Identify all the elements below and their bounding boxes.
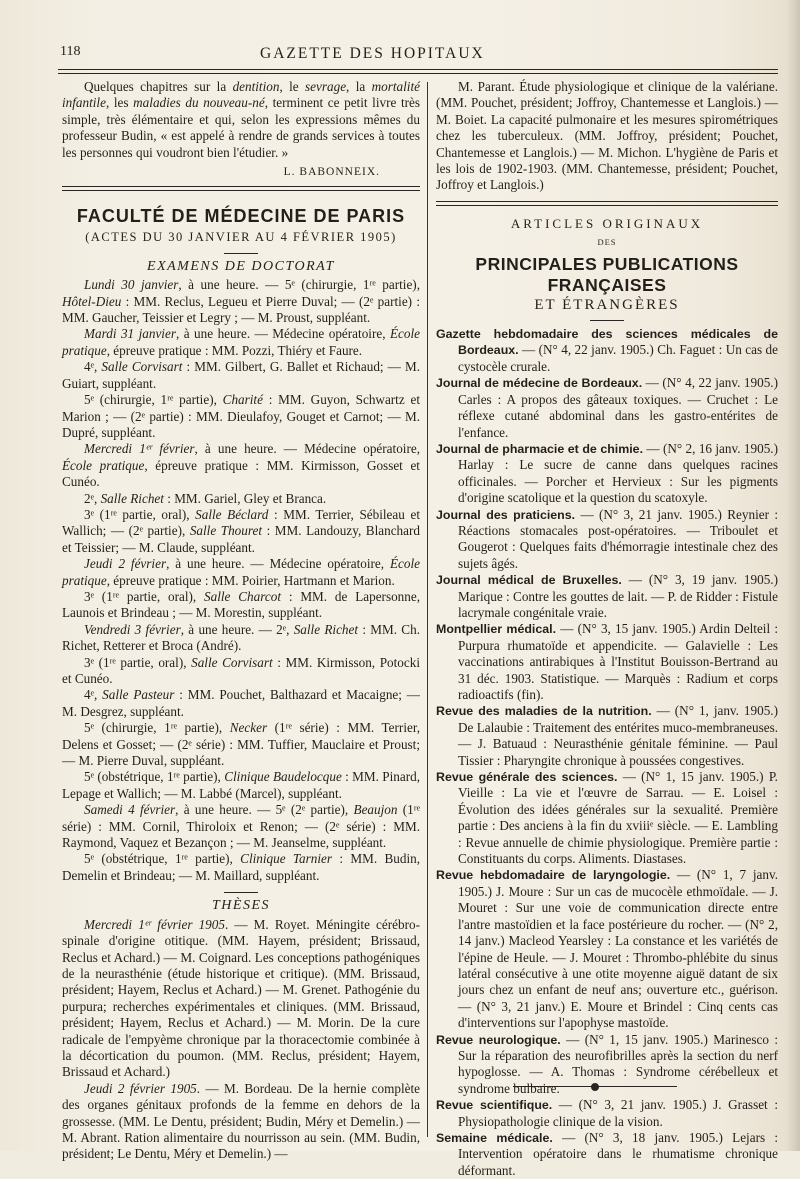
theses-title: THÈSES xyxy=(212,898,270,914)
text-run: 3ᵉ (1ʳᵉ partie, oral), xyxy=(84,654,192,670)
journal-name: Revue des maladies de la nutrition. xyxy=(436,704,652,719)
exam-entry xyxy=(62,556,420,589)
text-run: (1ʳᵉ série) : MM. Terrier, Delens et Gosset; — (2ᵉ série) : MM. Tuffier, Mauclaire et Proust; — M. Pierre Duval, suppléant. xyxy=(62,720,420,769)
text-run: 5ᵉ (chirurgie, 1ʳᵉ partie), xyxy=(84,720,230,736)
italic-text: Salle Richet xyxy=(293,621,359,637)
text-run: : MM. Budin, Demelin et Brindeau; — M. Maillard, suppléant. xyxy=(62,851,421,883)
exam-entry xyxy=(62,802,420,851)
italic-text: École pratique xyxy=(62,457,145,473)
end-ornament xyxy=(513,1082,677,1092)
text-run: : MM. Gilbert, G. Ballet et Richaud; — M. Guiart, suppléant. xyxy=(62,359,420,391)
italic-text: Vendredi 3 février xyxy=(84,621,181,637)
text-run: 4ᵉ, xyxy=(84,687,103,703)
section-double-rule xyxy=(436,201,778,206)
text-run: 5ᵉ (obstétrique, 1ʳᵉ partie), xyxy=(84,851,241,867)
journal-name: Journal de médecine de Bordeaux. xyxy=(436,376,643,391)
italic-text: Salle Béclard xyxy=(195,506,269,522)
journal-contents: — (N° 1, 15 janv. 1905.) Marinesco : Sur la réparation des neurofibrilles après la section du nerf hypoglosse. — A. Thomas : Syndrome cérébelleux et syndrome bulbaire. xyxy=(458,1031,778,1096)
examens-title: EXAMENS DE DOCTORAT xyxy=(147,258,335,274)
italic-text: Mercredi 1ᵉʳ février xyxy=(84,441,195,457)
journal-entry xyxy=(436,703,778,769)
articles-des: DES xyxy=(597,237,617,248)
book-review-text xyxy=(62,79,420,161)
journal-name: Journal de pharmacie et de chimie. xyxy=(436,441,644,456)
text-run: : MM. Landouzy, Blanchard et Teissier; — M. Claude, suppléant. xyxy=(62,523,420,555)
text-run: 3ᵉ (1ʳᵉ partie, oral), xyxy=(84,506,196,522)
text-run: , la xyxy=(346,79,372,94)
short-rule xyxy=(590,320,624,321)
text-run: . — M. Royet. Méningite cérébro-spinale d'origine otitique. (MM. Hayem, président; Brissaud, Reclus et Achard.) — M. Coignard. Les conceptions pathogéniques de la neurasthénie (étude historique et critique). (MM. Brissaud, président; Hayem, Reclus et Achard.) — M. Grenet. Pathogénie du purpura; recherches expérimentales et cliniques. (MM. Brissaud, président; Hayem, Reclus et Achard.) — M. Morin. De la cure radicale de l'empyème chronique par la thoracectomie combinée à la décortication du poumon. (MM. Reclus, président; Hayem, Brissaud et Achard.) xyxy=(62,916,420,1080)
journal-contents: — (N° 1, 15 janv. 1905.) P. Vieille : La vie et l'œuvre de Sarrau. — E. Loisel : Évolution des idées générales sur la sexualité. Première partie : Des anciens à la fin du xviiiᵉ siècle. — E. Lambling : Revue annuelle de chimie physiologique. Première partie : Constituants du corps. Aliments. Diastases. xyxy=(458,769,778,867)
journal-name: Revue scientifique. xyxy=(436,1098,553,1113)
italic-text: sevrage xyxy=(305,79,347,94)
text-run: , à une heure. — Médecine opératoire, xyxy=(166,556,390,572)
journal-entry xyxy=(436,441,778,507)
text-run: 5ᵉ (obstétrique, 1ʳᵉ partie), xyxy=(84,769,225,785)
exam-entry xyxy=(62,769,420,802)
journal-entry xyxy=(436,621,778,703)
text-run: . — M. Bordeau. De la hernie complète des organes génitaux profonds de la femme en dehors de la grossesse. (MM. Le Dentu, président; Budin, Méry et Demelin.) — M. Abrant. Ration alimentaire du nourrisson au sein. (MM. Budin, président; Le Dentu, Méry et Demelin.) — xyxy=(62,1080,420,1162)
these-entry xyxy=(62,1081,420,1163)
exam-entry xyxy=(62,720,420,769)
italic-text: École pratique xyxy=(62,556,420,588)
journal-name: Revue neurologique. xyxy=(436,1032,561,1047)
journal-contents: — (N° 3, 19 janv. 1905.) Marique : Contre les gouttes de lait. — P. de Ridder : Fistule lacrymale congénitale vraie. xyxy=(458,572,778,620)
journal-name: Journal des praticiens. xyxy=(436,507,576,522)
short-rule xyxy=(224,253,258,254)
page-number: 118 xyxy=(60,44,81,59)
italic-text: Salle Richet xyxy=(100,490,164,506)
journal-entry xyxy=(436,867,778,1031)
journal-entry xyxy=(436,1130,778,1179)
theses-continuation: M. Parant. Étude physiologique et clinique de la valériane. (MM. Pouchet, président; Joffroy, Chantemesse et Langlois.) — M. Boiet. La capacité pulmonaire et les mesures spirométriques chez les tuberculeux. (MM. Joffroy, président; Pouchet, Chantemesse et Langlois.) — M. Michon. L'hygiène de Paris et les lois de 1902-1903. (MM. Chantemesse, président; Pouchet, Joffroy et Langlois.) xyxy=(436,79,778,193)
italic-text: Mercredi 1ᵉʳ février 1905 xyxy=(84,916,225,932)
journal-entry xyxy=(436,1097,778,1130)
exam-entry xyxy=(62,507,420,556)
exam-entry xyxy=(62,589,420,622)
italic-text: Salle Corvisart xyxy=(101,359,183,375)
italic-text: Lundi 30 janvier xyxy=(84,277,179,293)
text-run: , à une heure. — 2ᵉ, xyxy=(180,621,294,637)
text-run: : MM. Gariel, Gley et Branca. xyxy=(163,490,327,506)
journal-name: Gazette hebdomadaire des sciences médicales de Bordeaux. xyxy=(436,327,778,358)
italic-text: Jeudi 2 février xyxy=(84,556,167,572)
italic-text: Salle Pasteur xyxy=(102,687,175,703)
italic-text: Jeudi 2 février 1905 xyxy=(84,1080,197,1096)
articles-main-title: PRINCIPALES PUBLICATIONS FRANÇAISES xyxy=(475,253,739,295)
italic-text: Hôtel-Dieu xyxy=(62,293,122,309)
italic-text: Charité xyxy=(222,392,263,408)
short-rule xyxy=(224,892,258,893)
exam-entry xyxy=(62,655,420,688)
exam-entry xyxy=(62,851,420,884)
articles-title: ARTICLES ORIGINAUX xyxy=(510,215,704,231)
text-run: : MM. Kirmisson, Potocki et Cunéo. xyxy=(62,654,420,686)
exam-entry xyxy=(62,359,420,392)
text-run: , terminent ce petit livre très simple, très élémentaire et qui, selon les expressions mêmes du professeur Budin, « est appelé à rendre de grands services à toutes les personnes qui voudront bien l'étudier. » xyxy=(62,95,420,160)
text-run: Quelques chapitres sur la xyxy=(84,79,233,94)
italic-text: Necker xyxy=(229,720,268,736)
text-run: 4ᵉ, xyxy=(84,359,102,375)
italic-text: Clinique Baudelocque xyxy=(224,769,342,785)
exam-entry xyxy=(62,622,420,655)
text-run: : MM. Pinard, Lepage et Wallich; — M. Labbé (Marcel), suppléant. xyxy=(62,769,421,801)
journal-entry xyxy=(436,375,778,441)
right-column xyxy=(436,79,778,1179)
journal-contents: — (N° 2, 16 janv. 1905.) Harlay : Le sucre de canne dans quelques racines officinales. — Porcher et Hervieux : Sur les pigments d'origine scatolique et la question du scatoxyle. xyxy=(458,440,778,506)
articles-main-title-2: ET ÉTRANGÈRES xyxy=(534,296,680,313)
text-run: , épreuve pratique : MM. Kirmisson, Gosset et Cunéo. xyxy=(62,457,420,490)
italic-text: Mardi 31 janvier xyxy=(84,326,176,342)
journal-contents: — (N° 1, janv. 1905.) De Lalaubie : Traitement des entérites muco-membraneuses. — J. Batuaud : Neurasthénie génitale féminine. — Paul Tissier : Pharyngite chronique à poussées congestives. xyxy=(458,703,778,768)
journal-name: Montpellier médical. xyxy=(436,622,557,637)
text-run: : MM. Ch. Richet, Retterer et Broca (André). xyxy=(62,621,420,654)
journal-entry xyxy=(436,769,778,867)
italic-text: dentition xyxy=(232,79,280,94)
review-paragraph xyxy=(62,79,420,161)
journal-contents: — (N° 1, 7 janv. 1905.) J. Moure : Sur un cas de mucocèle ethmoïdale. — J. Mouret : Sur une voie de communication directe entre l'antre mastoïdien et la face postérieure du rocher. — (N° 2, 14 janv.) Macleod Yearsley : La constance et les variétés de l'épine de Heule. — J. Mouret : Thrombo-phlébite du sinus latéral consécutive à une otite moyenne aiguë datant de six jours chez un enfant de neuf ans; ouverture etc., guérison. — (N° 3, 21 janv.) E. Moure et Brindel : Cinq cents cas d'interventions sur l'apophyse mastoïde. xyxy=(458,867,778,1031)
exam-entry xyxy=(62,491,420,507)
italic-text: Salle Charcot xyxy=(204,588,281,604)
journal-entry xyxy=(436,572,778,621)
italic-text: mortalité infantile xyxy=(62,79,420,111)
exam-entry xyxy=(62,441,420,490)
italic-text: Salle Corvisart xyxy=(191,654,273,670)
text-run: , à une heure. — 5ᵉ (2ᵉ partie), xyxy=(175,802,354,818)
faculte-title: FACULTÉ DE MÉDECINE DE PARIS xyxy=(76,206,406,227)
italic-text: Clinique Tarnier xyxy=(240,851,333,867)
text-run: , le xyxy=(279,79,306,94)
journal-contents: — (N° 4, 22 janv. 1905.) Ch. Faguet : Un cas de cystocèle crurale. xyxy=(458,342,778,374)
text-run: 2ᵉ, xyxy=(84,490,101,506)
italic-text: maladies du nouveau-né xyxy=(133,95,265,111)
review-signature: L. BABONNEIX. xyxy=(283,166,380,179)
journal-contents: — (N° 3, 15 janv. 1905.) Ardin Delteil : Purpura rhumatoïde et appendicite. — Galavielle : Les vaccinations antirabiques à l'Institut Bouisson-Bertrand au 31 déc. 1903. Statistique. — Marquès : Radium et corps radioactifs (fin). xyxy=(458,621,778,702)
text-run: 5ᵉ (chirurgie, 1ʳᵉ partie), xyxy=(84,392,223,408)
section-double-rule xyxy=(62,186,420,191)
theses-list xyxy=(62,917,420,1163)
italic-text: Salle Thouret xyxy=(189,523,263,539)
exam-entry xyxy=(62,687,420,720)
page-edge-shadow xyxy=(786,0,800,1151)
faculte-subtitle: (ACTES DU 30 JANVIER AU 4 FÉVRIER 1905) xyxy=(85,230,397,245)
text-run: 3ᵉ (1ʳᵉ partie, oral), xyxy=(84,588,205,604)
text-run: : MM. Guyon, Schwartz et Marion ; — (2ᵉ partie) : MM. Dieulafoy, Gouget et Carnot; — M. Dupré, suppléant. xyxy=(62,392,420,440)
left-column xyxy=(62,79,420,1163)
text-run: : MM. de Lapersonne, Launois et Brindeau ; — M. Morestin, suppléant. xyxy=(62,588,421,621)
text-run: , à une heure. — 5ᵉ (chirurgie, 1ʳᵉ partie), xyxy=(178,277,420,293)
italic-text: Beaujon xyxy=(353,802,398,818)
italic-text: École pratique xyxy=(62,326,420,358)
text-run: , à une heure. — Médecine opératoire, xyxy=(175,326,390,342)
these-entry xyxy=(62,917,420,1081)
text-run: , les xyxy=(105,95,134,111)
exam-entry xyxy=(62,277,420,326)
text-run: : MM. Reclus, Legueu et Pierre Duval; — (2ᵉ partie) : MM. Gaucher, Teissier et Legry ; — M. Proust, suppléant. xyxy=(62,293,420,326)
journal-name: Journal médical de Bruxelles. xyxy=(436,573,622,588)
text-run: : MM. Terrier, Sébileau et Wallich; — (2ᵉ partie), xyxy=(62,506,420,539)
text-run: : MM. Pouchet, Balthazard et Macaigne; — M. Desgrez, suppléant. xyxy=(62,687,420,719)
running-title: GAZETTE DES HOPITAUX xyxy=(260,45,485,62)
exam-entry xyxy=(62,392,420,441)
header-rule-top xyxy=(58,69,778,70)
journal-contents: — (N° 4, 22 janv. 1905.) Carles : A propos des gâteaux toxiques. — Cruchet : Le réflexe cutané abdominal dans les gastro-entérites de l'enfance. xyxy=(458,375,778,440)
text-run: (1ʳᵉ série) : MM. Cornil, Thiroloix et Renon; — (2ᵉ série) : MM. Raymond, Vaquez et Bezançon ; — M. Jeanselme, suppléant. xyxy=(62,802,420,851)
journal-name: Revue générale des sciences. xyxy=(436,770,618,785)
journal-contents: — (N° 3, 21 janv. 1905.) Reynier : Réactions stomacales post-opératoires. — Triboulet et Gougerot : Quelques faits d'hémorragie intestinale chez des sujets âgés. xyxy=(458,506,779,571)
journal-contents: — (N° 3, 18 janv. 1905.) Lejars : Intervention opératoire dans le rhumatisme chronique déformant. xyxy=(458,1129,778,1178)
exam-entry xyxy=(62,326,420,359)
journal-entry xyxy=(436,507,778,573)
italic-text: Samedi 4 février xyxy=(84,802,176,818)
journal-entry xyxy=(436,326,778,375)
journal-name: Revue hebdomadaire de laryngologie. xyxy=(436,868,671,883)
journal-name: Semaine médicale. xyxy=(436,1130,553,1145)
text-run: , épreuve pratique : MM. Pozzi, Thiéry et Faure. xyxy=(106,342,363,358)
text-run: , épreuve pratique : MM. Poirier, Hartmann et Marion. xyxy=(106,572,395,588)
column-divider xyxy=(427,82,428,1137)
journal-contents: — (N° 3, 21 janv. 1905.) J. Grasset : Physiopathologie clinique de la vision. xyxy=(458,1097,778,1129)
journal-list xyxy=(436,326,778,1179)
header-rule-bottom xyxy=(58,73,778,74)
examens-list xyxy=(62,277,420,884)
text-run: , à une heure. — Médecine opératoire, xyxy=(194,441,420,457)
